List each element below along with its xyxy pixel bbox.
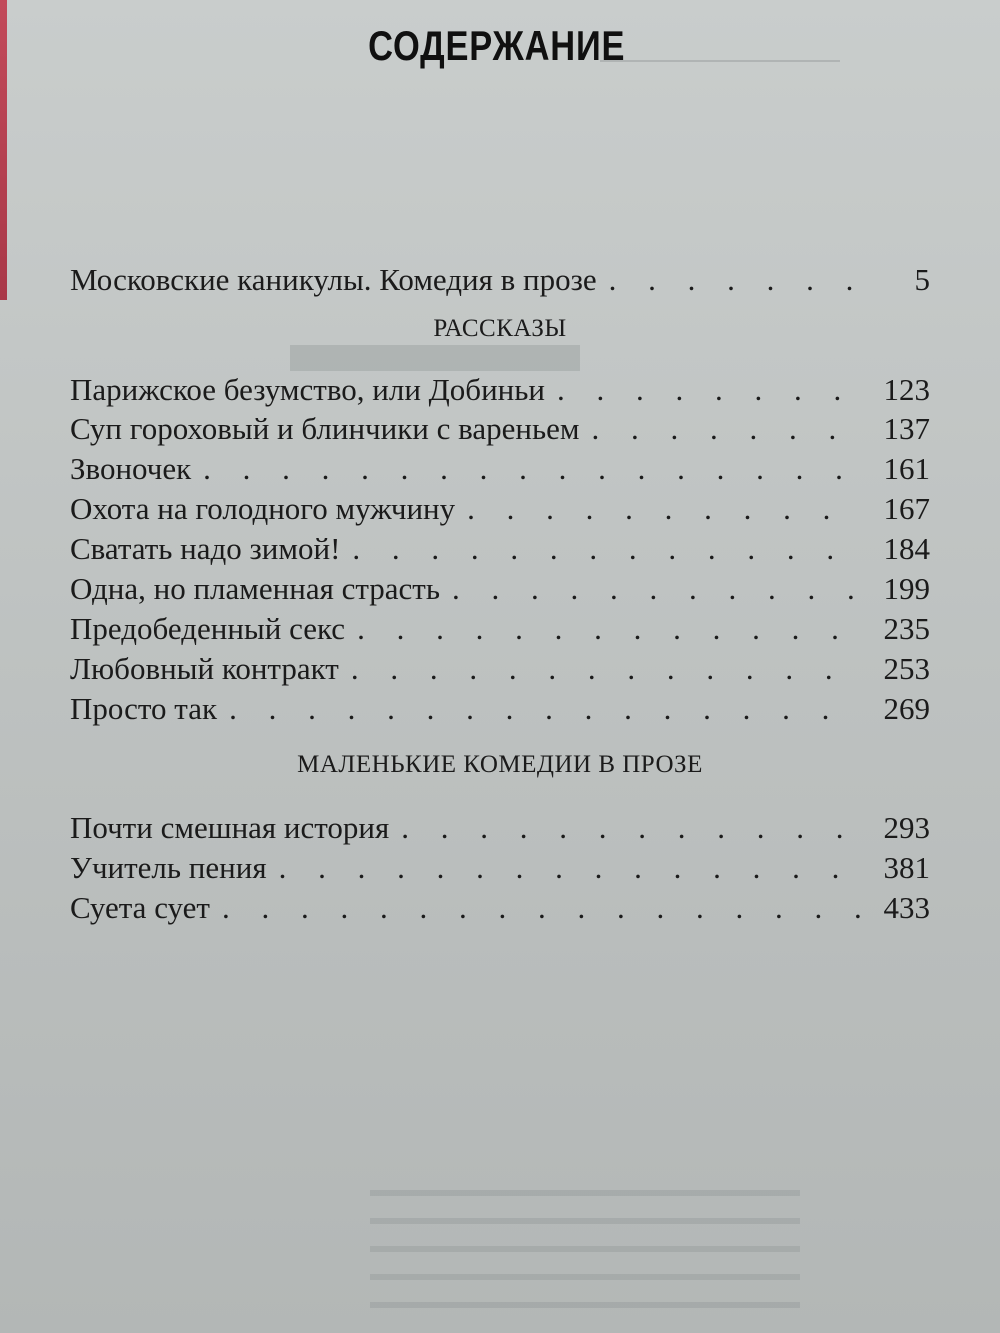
toc-entry-title: Суп гороховый и блинчики с вареньем bbox=[70, 411, 580, 446]
toc-entry-page: 269 bbox=[883, 691, 930, 726]
toc-entry-page: 381 bbox=[883, 850, 930, 885]
toc-leader-dots bbox=[203, 451, 860, 487]
toc-leader-dots bbox=[401, 810, 860, 846]
toc-entry-title: Охота на голодного мужчину bbox=[70, 491, 456, 526]
toc-entry-page: 235 bbox=[883, 611, 930, 646]
toc-entry-page: 184 bbox=[883, 531, 930, 566]
toc-leader-dots bbox=[357, 611, 860, 647]
toc-entry-title: Предобеденный секс bbox=[70, 611, 346, 646]
toc-entry-page: 293 bbox=[883, 810, 930, 845]
bleed-through-block-2 bbox=[290, 345, 580, 371]
toc-entry bbox=[70, 491, 930, 531]
toc-entry-page: 161 bbox=[883, 451, 930, 486]
toc-entry-title: Парижское безумство, или Добиньи bbox=[70, 372, 545, 407]
toc-entry-title: Суета сует bbox=[70, 890, 210, 925]
toc-entry-page: 167 bbox=[883, 491, 930, 526]
page-title: СОДЕРЖАНИЕ bbox=[368, 22, 626, 69]
toc-entry bbox=[70, 890, 930, 930]
toc-entry-title: Одна, но пламенная страсть bbox=[70, 571, 440, 606]
toc-entry-main bbox=[70, 262, 930, 302]
toc-leader-dots bbox=[279, 850, 860, 886]
toc-entry bbox=[70, 850, 930, 890]
toc-entry-title: Учитель пения bbox=[70, 850, 267, 885]
toc-entry bbox=[70, 451, 930, 491]
toc-entry bbox=[70, 691, 930, 731]
toc-entry-title: Звоночек bbox=[70, 451, 192, 486]
toc-leader-dots bbox=[557, 372, 860, 408]
toc-leader-dots bbox=[222, 890, 860, 926]
toc-entry-title: Почти смешная история bbox=[70, 810, 390, 845]
toc-entry bbox=[70, 411, 930, 451]
toc-entry-page: 433 bbox=[883, 890, 930, 925]
toc-leader-dots bbox=[229, 691, 860, 727]
toc-entry-title: Сватать надо зимой! bbox=[70, 531, 341, 566]
toc-entry bbox=[70, 571, 930, 611]
toc-entry bbox=[70, 531, 930, 571]
toc-leader-dots bbox=[609, 262, 860, 298]
toc-entry-page: 199 bbox=[883, 571, 930, 606]
toc-entry bbox=[70, 810, 930, 850]
toc-entry-page: 253 bbox=[883, 651, 930, 686]
toc-entry-page: 123 bbox=[883, 372, 930, 407]
book-cover-edge bbox=[0, 0, 7, 300]
toc-leader-dots bbox=[352, 531, 860, 567]
section-heading-stories: РАССКАЗЫ bbox=[433, 315, 567, 342]
toc-leader-dots bbox=[467, 491, 860, 527]
toc-entry bbox=[70, 651, 930, 691]
toc-entry-title: Любовный контракт bbox=[70, 651, 339, 686]
toc-entry-page: 5 bbox=[914, 262, 930, 297]
toc-entry-page: 137 bbox=[883, 411, 930, 446]
toc-leader-dots bbox=[351, 651, 860, 687]
bleed-through-block-3 bbox=[370, 1190, 800, 1310]
toc-leader-dots bbox=[452, 571, 860, 607]
toc-entry-title: Московские каникулы. Комедия в прозе bbox=[70, 262, 597, 297]
section-heading-comedies: МАЛЕНЬКИЕ КОМЕДИИ В ПРОЗЕ bbox=[297, 751, 703, 778]
toc-entry bbox=[70, 372, 930, 412]
toc-entry-title: Просто так bbox=[70, 691, 218, 726]
toc-leader-dots bbox=[591, 411, 860, 447]
toc-entry bbox=[70, 611, 930, 651]
